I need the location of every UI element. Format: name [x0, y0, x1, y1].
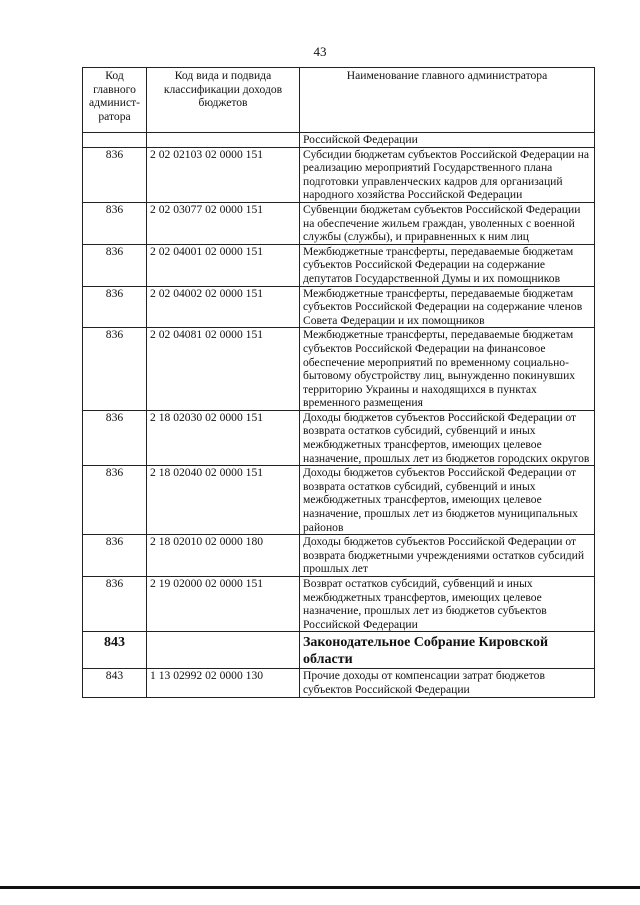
admin-code-cell: 836 [83, 328, 147, 411]
income-code-cell [147, 632, 300, 669]
continuation-name: Российской Федерации [300, 133, 595, 148]
admin-code-cell: 836 [83, 577, 147, 632]
admin-code-cell: 836 [83, 202, 147, 244]
income-code-cell: 2 18 02040 02 0000 151 [147, 466, 300, 535]
income-administrators-table [82, 67, 595, 698]
admin-name-cell: Прочие доходы от компенсации затрат бюджетов субъектов Российской Федерации [300, 669, 595, 697]
table-row [83, 410, 595, 465]
income-code-cell: 2 02 03077 02 0000 151 [147, 202, 300, 244]
admin-code-cell: 836 [83, 147, 147, 202]
table-header-row [83, 68, 595, 133]
table-row [83, 669, 595, 697]
admin-name-cell: Законодательное Собрание Кировской области [300, 632, 595, 669]
income-code-cell: 2 02 02103 02 0000 151 [147, 147, 300, 202]
admin-code-cell: 836 [83, 535, 147, 577]
header-admin-code: Код главного админист-ратора [83, 68, 147, 133]
income-code-cell: 2 19 02000 02 0000 151 [147, 577, 300, 632]
income-code-cell: 1 13 02992 02 0000 130 [147, 669, 300, 697]
admin-name-cell: Доходы бюджетов субъектов Российской Федерации от возврата остатков субсидий, субвенций и иных межбюджетных трансфертов, имеющих целевое назначение, прошлых лет из бюджетов муниципальных районов [300, 466, 595, 535]
table-row [83, 632, 595, 669]
continuation-row [83, 133, 595, 148]
income-code-cell: 2 02 04002 02 0000 151 [147, 286, 300, 328]
income-code-cell: 2 18 02010 02 0000 180 [147, 535, 300, 577]
income-code-cell: 2 02 04081 02 0000 151 [147, 328, 300, 411]
table-row [83, 577, 595, 632]
admin-name-cell: Субвенции бюджетам субъектов Российской Федерации на обеспечение жильем граждан, уволенных с военной службы (службы), и приравненных к ним лиц [300, 202, 595, 244]
admin-code-cell: 836 [83, 410, 147, 465]
table-row [83, 147, 595, 202]
admin-name-cell: Возврат остатков субсидий, субвенций и иных межбюджетных трансфертов, имеющих целевое назначение, прошлых лет из бюджетов субъектов Российской Федерации [300, 577, 595, 632]
table-row [83, 286, 595, 328]
header-income-code: Код вида и подвида классификации доходов бюджетов [147, 68, 300, 133]
admin-code-cell: 836 [83, 286, 147, 328]
table-row [83, 328, 595, 411]
continuation-income-code [147, 133, 300, 148]
admin-name-cell: Доходы бюджетов субъектов Российской Федерации от возврата остатков субсидий, субвенций и иных межбюджетных трансфертов, имеющих целевое назначение, прошлых лет из бюджетов городских округов [300, 410, 595, 465]
admin-code-cell: 843 [83, 632, 147, 669]
table-row [83, 244, 595, 286]
admin-code-cell: 836 [83, 466, 147, 535]
admin-code-cell: 836 [83, 244, 147, 286]
continuation-admin-code [83, 133, 147, 148]
table-row [83, 202, 595, 244]
bottom-rule [0, 886, 640, 889]
income-code-cell: 2 18 02030 02 0000 151 [147, 410, 300, 465]
admin-code-cell: 843 [83, 669, 147, 697]
admin-name-cell: Межбюджетные трансферты, передаваемые бюджетам субъектов Российской Федерации на содержание членов Совета Федерации и их помощников [300, 286, 595, 328]
income-code-cell: 2 02 04001 02 0000 151 [147, 244, 300, 286]
table-row [83, 535, 595, 577]
admin-name-cell: Доходы бюджетов субъектов Российской Федерации от возврата бюджетными учреждениями остатков субсидий прошлых лет [300, 535, 595, 577]
admin-name-cell: Межбюджетные трансферты, передаваемые бюджетам субъектов Российской Федерации на содержание депутатов Государственной Думы и их помощников [300, 244, 595, 286]
page-number: 43 [313, 44, 327, 59]
header-admin-name: Наименование главного администратора [300, 68, 595, 133]
admin-name-cell: Межбюджетные трансферты, передаваемые бюджетам субъектов Российской Федерации на финансовое обеспечение мероприятий по временному социально-бытовому обустройству лиц, вынужденно покинувших территорию Украины и находящихся в пунктах временного размещения [300, 328, 595, 411]
admin-name-cell: Субсидии бюджетам субъектов Российской Федерации на реализацию мероприятий Государственного плана подготовки управленческих кадров для организаций народного хозяйства Российской Федерации [300, 147, 595, 202]
table-row [83, 466, 595, 535]
